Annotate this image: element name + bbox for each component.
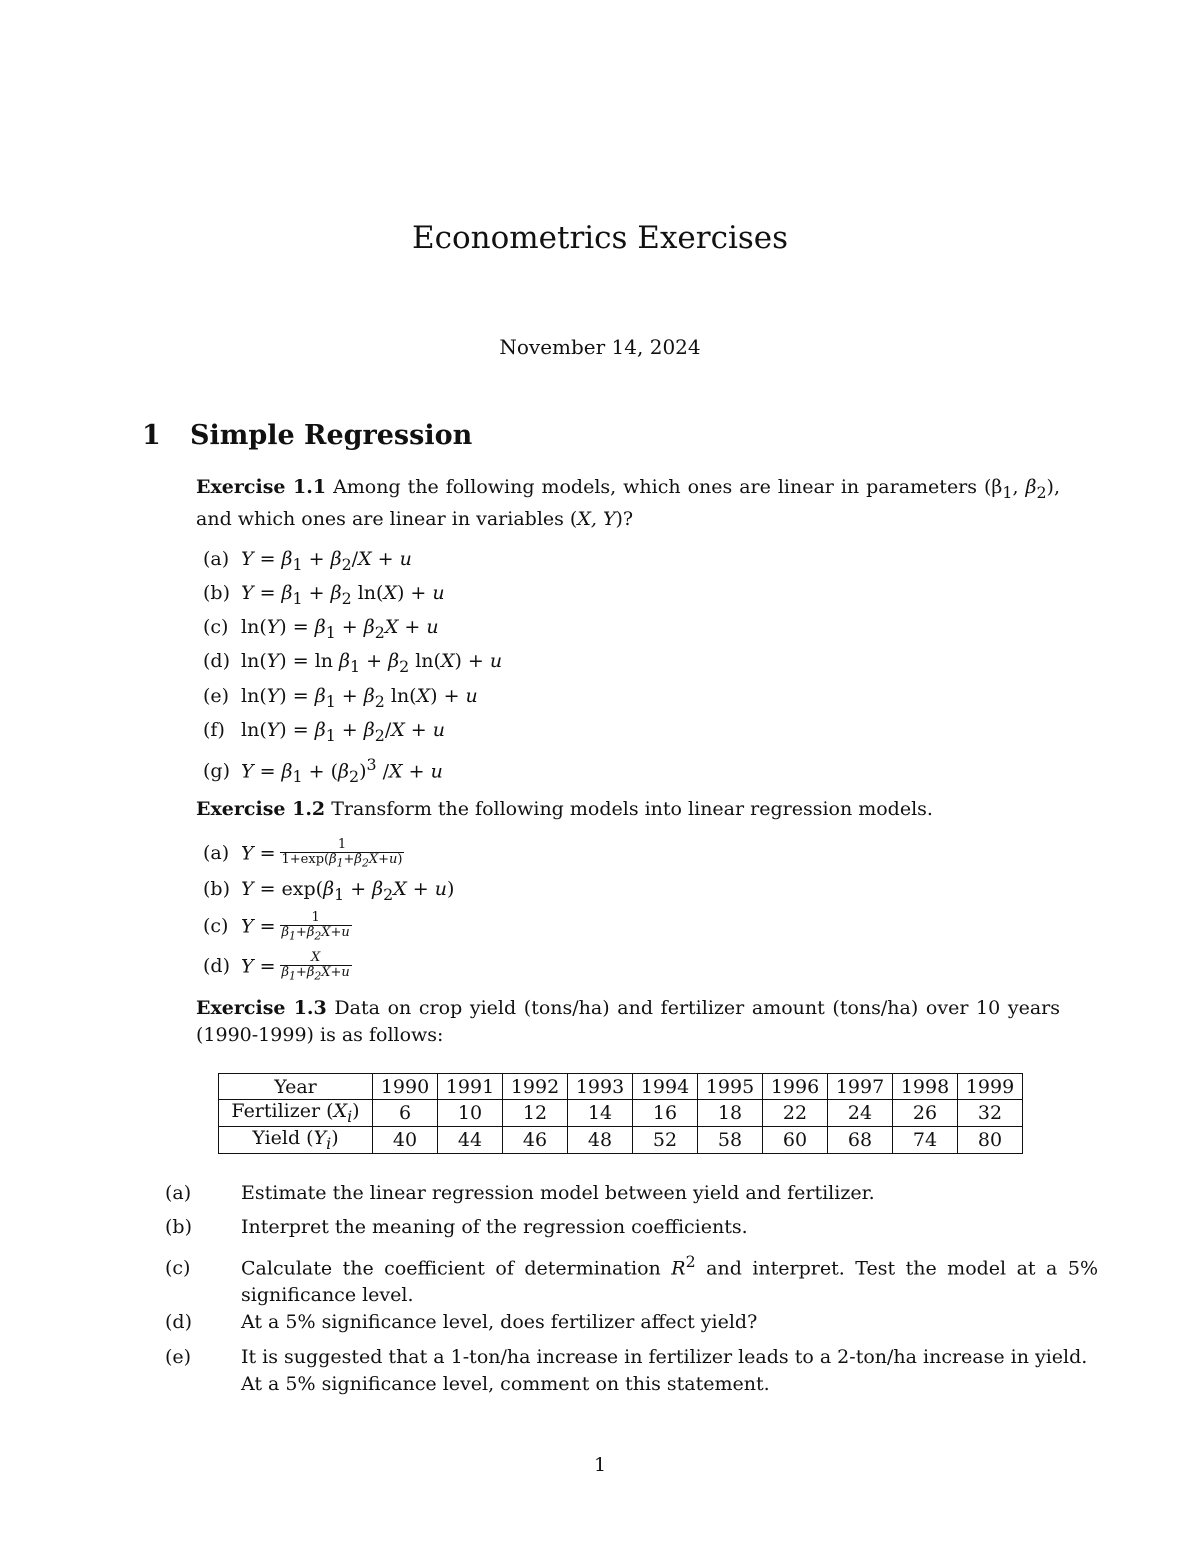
table-cell: 52 <box>633 1126 698 1153</box>
table-cell: 60 <box>763 1126 828 1153</box>
table-cell: 68 <box>828 1126 893 1153</box>
table-cell: 24 <box>828 1100 893 1127</box>
model-item: (a) $Y = \beta_1 + \beta_2/X + u$ <box>203 548 412 574</box>
document-date: November 14, 2024 <box>499 335 701 359</box>
table-cell: 1994 <box>633 1074 698 1100</box>
question-item: (a) Estimate the linear regression model between yield and fertilizer. <box>165 1182 875 1204</box>
table-cell: 14 <box>568 1100 633 1127</box>
exercise-1-1-statement: Exercise 1.1 Among the following models, which ones are linear in parameters ($\beta_1$, $\beta_2$), and which ones are linear in variables (X, Y)? <box>196 476 1060 530</box>
table-row <box>219 1100 1023 1127</box>
model-item: (f) $\ln(Y) = \beta_1 + \beta_2/X + u$ <box>203 719 446 745</box>
table-cell: 1995 <box>698 1074 763 1100</box>
model-item: (c) $\ln(Y) = \beta_1 + \beta_2X + u$ <box>203 616 439 642</box>
table-cell: 58 <box>698 1126 763 1153</box>
table-cell: 18 <box>698 1100 763 1127</box>
question-item: (b) Interpret the meaning of the regression coefficients. <box>165 1216 748 1238</box>
exercise-1-3-statement: Exercise 1.3 Data on crop yield (tons/ha) and fertilizer amount (tons/ha) over 10 years (1990-1999) is as follows: <box>196 997 1060 1046</box>
section-number: 1 <box>142 420 161 451</box>
table-cell: 48 <box>568 1126 633 1153</box>
question-item: (d) At a 5% significance level, does fertilizer affect yield? <box>165 1311 758 1333</box>
table-cell: 16 <box>633 1100 698 1127</box>
model-item: (e) $\ln(Y) = \beta_1 + \beta_2$ ln(X) + u <box>203 685 478 711</box>
model-item: (a) Y = $\frac{1}{1+\exp(\beta_1+\beta_2X+u)}$ <box>203 837 403 870</box>
document-title: Econometrics Exercises <box>411 220 789 256</box>
table-row <box>219 1074 1023 1100</box>
row-header: Fertilizer $(X_i)$ <box>219 1100 373 1127</box>
table-cell: 1990 <box>373 1074 438 1100</box>
table-cell: 40 <box>373 1126 438 1153</box>
table-cell: 1991 <box>438 1074 503 1100</box>
model-item: (b) $Y = \exp(\beta_1 + \beta_2X + u)$ <box>203 878 455 904</box>
table-cell: 32 <box>958 1100 1023 1127</box>
table-cell: 12 <box>503 1100 568 1127</box>
data-table <box>218 1073 1023 1154</box>
table-cell: 22 <box>763 1100 828 1127</box>
exercise-label: Exercise 1.2 <box>196 798 326 820</box>
table-cell: 1996 <box>763 1074 828 1100</box>
table-cell: 10 <box>438 1100 503 1127</box>
exercise-label: Exercise 1.1 <box>196 476 327 498</box>
model-item: (g) $Y = \beta_1 + (\beta_2)^3$ /X + u <box>203 755 443 787</box>
table-row <box>219 1126 1023 1153</box>
table-cell: 46 <box>503 1126 568 1153</box>
table-cell: 1993 <box>568 1074 633 1100</box>
table-cell: 26 <box>893 1100 958 1127</box>
exercise-1-2-statement: Exercise 1.2 Transform the following models into linear regression models. <box>196 798 933 820</box>
row-header: Year <box>219 1074 373 1100</box>
exercise-label: Exercise 1.3 <box>196 997 327 1019</box>
table-cell: 6 <box>373 1100 438 1127</box>
question-item: (e) It is suggested that a 1-ton/ha increase in fertilizer leads to a 2-ton/ha increase in yield. At a 5% significance level, comment on this statement. <box>165 1346 1088 1395</box>
table-cell: 74 <box>893 1126 958 1153</box>
model-item: (b) $Y = \beta_1 + \beta_2$ ln(X) + u <box>203 582 445 608</box>
model-item: (d) Y = $\frac{X}{\beta_1+\beta_2X+u}$ <box>203 950 350 983</box>
table-cell: 80 <box>958 1126 1023 1153</box>
page-number: 1 <box>593 1454 607 1476</box>
table-cell: 1999 <box>958 1074 1023 1100</box>
question-item: (c) Calculate the coefficient of determination $R^2$ and interpret. Test the model at a 5% significance level. <box>165 1252 1098 1307</box>
table-cell: 1992 <box>503 1074 568 1100</box>
table-cell: 1997 <box>828 1074 893 1100</box>
model-item: (c) Y = $\frac{1}{\beta_1+\beta_2X+u}$ <box>203 910 350 943</box>
table-cell: 1998 <box>893 1074 958 1100</box>
row-header: Yield $(Y_i)$ <box>219 1126 373 1153</box>
section-title: Simple Regression <box>190 420 473 451</box>
table-cell: 44 <box>438 1126 503 1153</box>
model-item: (d) $\ln(Y) = \ln \beta_1 + \beta_2$ ln(X) + u <box>203 650 503 676</box>
